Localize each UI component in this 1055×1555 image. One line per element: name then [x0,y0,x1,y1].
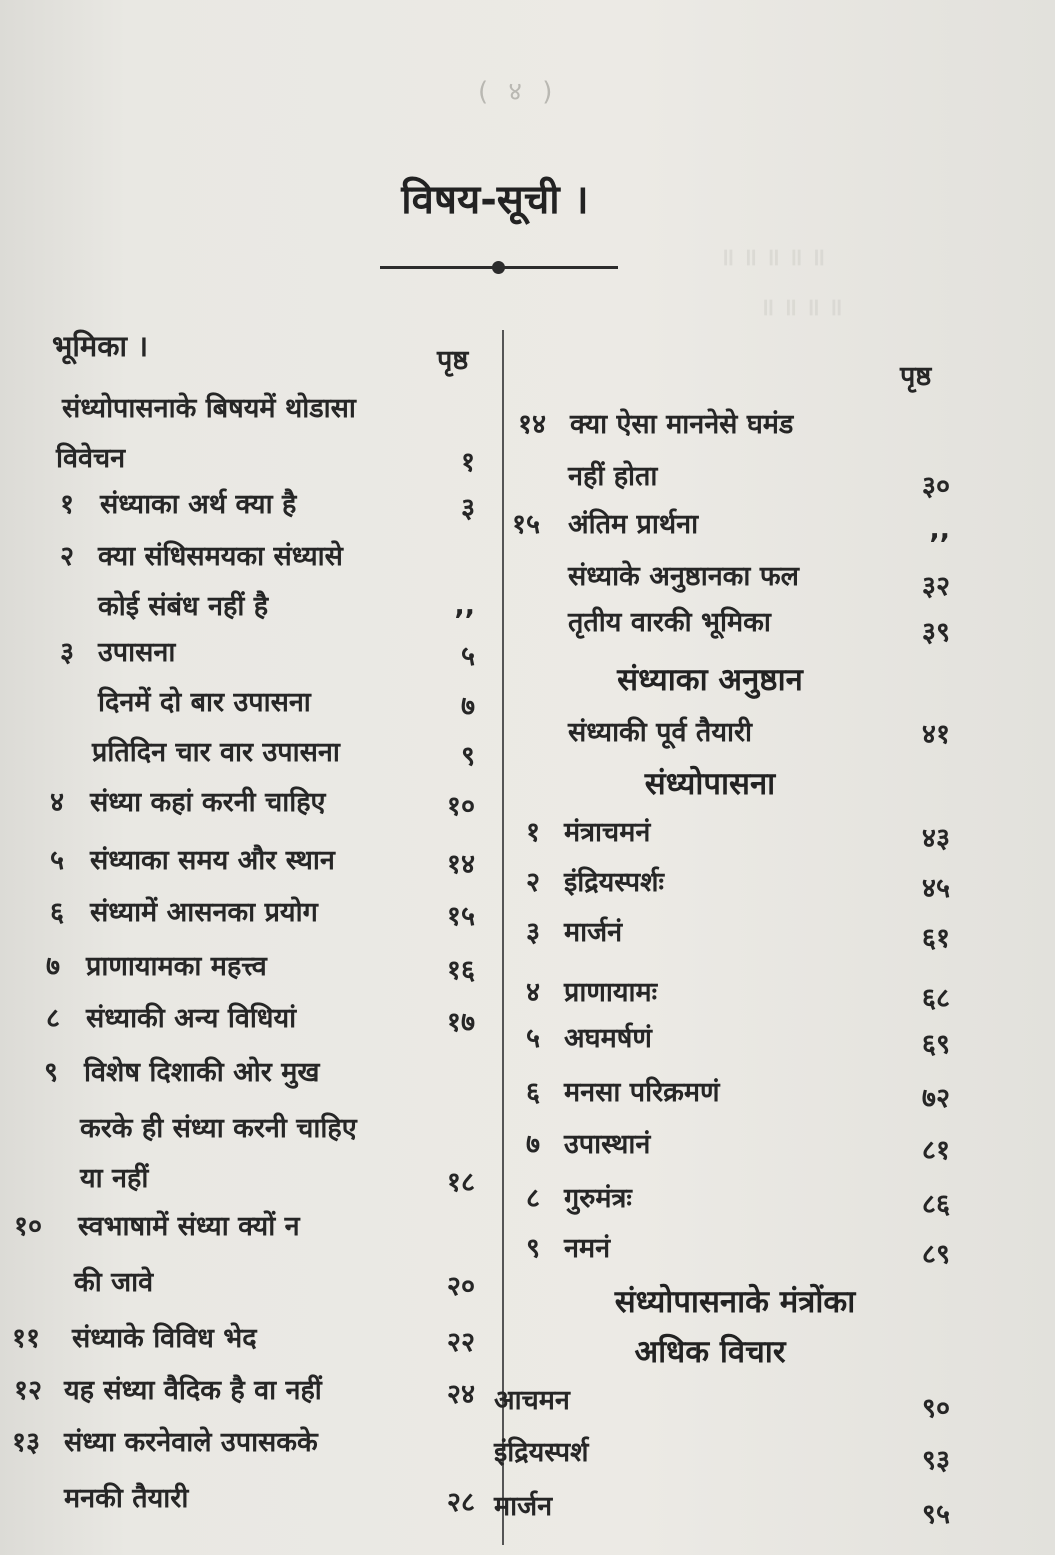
toc-entry-title: प्राणायामः [564,977,658,1008]
toc-entry-page: ७ [460,691,475,722]
toc-entry-title: प्रतिदिन चार वार उपासना [92,737,340,768]
toc-entry-title: संध्याका समय और स्थान [90,845,335,876]
toc-entry-page: ३ [460,493,475,524]
toc-entry-title: कोई संबंध नहीं है [98,591,269,622]
toc-entry-number: ९ [44,1057,59,1088]
toc-entry-number: १४ [518,409,547,440]
toc-entry-title: मार्जनं [564,917,623,948]
section-heading: अधिक विचार [634,1334,786,1370]
toc-entry-title: करके ही संध्या करनी चाहिए [80,1113,357,1144]
toc-entry-title: क्या ऐसा माननेसे घमंड [570,409,794,440]
section-heading: संध्योपासना [644,766,776,802]
toc-entry-title: मंत्राचमनं [564,817,651,848]
toc-entry-title: स्वभाषामें संध्या क्यों न [78,1211,300,1242]
page-number: ( ४ ) [478,77,559,107]
toc-entry-title: आचमन [494,1385,570,1416]
toc-entry-title: संध्याकी पूर्व तैयारी [568,717,753,748]
toc-entry-page: २४ [446,1379,475,1410]
toc-entry-title: अघमर्षणं [564,1023,652,1054]
bleed-through-text: ॥ ॥ ॥ ॥ ॥ [720,243,826,271]
toc-entry-page: २८ [446,1487,475,1518]
toc-entry-page: ३० [921,471,950,502]
toc-entry-number: २ [526,867,541,898]
toc-entry-page: ४१ [921,719,950,750]
toc-entry-title: विशेष दिशाकी ओर मुख [84,1057,320,1088]
page-column-heading: पृष्ठ [437,345,469,376]
toc-entry-title: इंद्रियस्पर्शः [564,867,664,898]
page-column-heading: पृष्ठ [900,361,932,392]
toc-entry-number: ११ [12,1323,41,1354]
toc-entry-number: ७ [46,951,61,982]
toc-entry-page: ८९ [921,1239,950,1270]
toc-entry-page: ९० [921,1393,950,1424]
toc-entry-number: ९ [526,1233,541,1264]
toc-entry-number: ५ [50,845,65,876]
toc-entry-title: मनसा परिक्रमणं [564,1077,720,1108]
toc-entry-page: ९५ [921,1499,950,1530]
title-underline-ornament [492,261,505,274]
bleed-through-text: ॥ ॥ ॥ ॥ [760,293,843,321]
toc-entry-title: दिनमें दो बार उपासना [98,687,311,718]
toc-entry-title: मनकी तैयारी [64,1483,189,1514]
toc-entry-page: ७२ [921,1083,950,1114]
toc-entry-title: संध्याका अर्थ क्या है [100,489,297,520]
toc-entry-number: ६ [526,1077,541,1108]
section-heading: संध्योपासनाके मंत्रोंका [614,1284,856,1320]
toc-entry-page: ५ [460,641,475,672]
toc-entry-number: ६ [50,897,65,928]
toc-entry-page: ८६ [921,1189,950,1220]
toc-entry-number: १ [526,817,541,848]
toc-entry-page: १५ [446,901,475,932]
toc-entry-number: ५ [526,1023,541,1054]
toc-entry-title: क्या संधिसमयका संध्यासे [98,541,343,572]
toc-entry-number: ८ [46,1003,61,1034]
toc-entry-number: २ [60,541,75,572]
toc-entry-page: १६ [446,955,475,986]
page-title: विषय-सूची । [401,177,589,223]
toc-entry-page: १७ [446,1007,475,1038]
toc-entry-title: संध्याकी अन्य विधियां [86,1003,297,1034]
toc-entry-title: उपासना [98,637,176,668]
toc-entry-title: विवेचन [56,443,126,474]
section-heading: संध्याका अनुष्ठान [617,662,803,698]
toc-entry-title: उपास्थानं [564,1129,651,1160]
toc-entry-page: ४३ [921,823,950,854]
toc-entry-title: नमनं [564,1233,611,1264]
toc-entry-number: ३ [526,917,541,948]
toc-entry-page: ६९ [921,1029,950,1060]
toc-entry-title: संध्यामें आसनका प्रयोग [90,897,318,928]
toc-entry-title: नहीं होता [568,461,658,492]
toc-entry-number: १५ [512,509,541,540]
toc-entry-number: ४ [50,787,65,818]
toc-entry-page: ,, [929,514,950,545]
toc-entry-number: १२ [14,1375,43,1406]
toc-entry-title: की जावे [74,1267,154,1298]
toc-entry-title: संध्याके विविध भेद [72,1323,257,1354]
toc-entry-page: ९३ [921,1445,950,1476]
toc-entry-title: गुरुमंत्रः [564,1183,632,1214]
toc-entry-page: १८ [446,1167,475,1198]
toc-entry-title: यह संध्या वैदिक है वा नहीं [64,1375,322,1406]
toc-entry-number: १ [60,489,75,520]
toc-entry-title: संध्या कहां करनी चाहिए [90,787,326,818]
section-heading: भूमिका । [52,329,149,363]
toc-entry-page: २२ [446,1327,475,1358]
toc-entry-title: तृतीय वारकी भूमिका [568,607,771,638]
toc-entry-page: २० [446,1271,475,1302]
toc-entry-page: १४ [446,849,475,880]
toc-entry-page: १० [446,791,475,822]
column-divider [502,330,504,1545]
toc-entry-page: ,, [454,590,475,621]
toc-entry-page: ३९ [921,617,950,648]
toc-entry-number: १० [14,1211,43,1242]
toc-entry-page: ८१ [921,1135,950,1166]
toc-entry-number: १३ [12,1427,41,1458]
toc-entry-page: ४५ [921,873,950,904]
toc-entry-title: संध्याके अनुष्ठानका फल [568,561,799,592]
toc-entry-number: ७ [526,1129,541,1160]
toc-entry-page: ९ [460,741,475,772]
toc-entry-title: या नहीं [80,1163,149,1194]
toc-entry-page: १ [460,447,475,478]
toc-entry-title: मार्जन [494,1491,553,1522]
toc-entry-page: ६१ [921,923,950,954]
toc-entry-number: ३ [60,637,75,668]
toc-entry-page: ६८ [921,983,950,1014]
toc-entry-number: ८ [526,1183,541,1214]
toc-entry-title: संध्या करनेवाले उपासकके [64,1427,318,1458]
toc-entry-title: अंतिम प्रार्थना [568,509,699,540]
toc-entry-page: ३२ [921,571,950,602]
toc-entry-title: प्राणायामका महत्त्व [86,951,267,982]
toc-entry-number: ४ [526,977,541,1008]
toc-entry-title: संध्योपासनाके बिषयमें थोडासा [62,393,356,424]
toc-entry-title: इंद्रियस्पर्श [494,1437,589,1468]
